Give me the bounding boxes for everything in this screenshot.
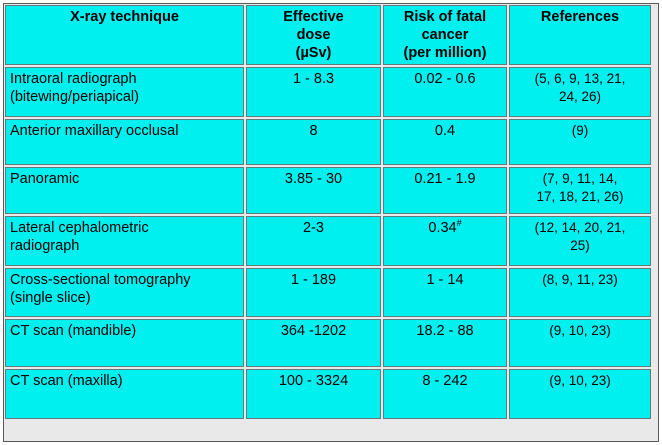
radiation-dose-table bbox=[3, 3, 653, 421]
table-row bbox=[5, 268, 651, 317]
references-cell bbox=[509, 369, 651, 419]
header-risk-line3: (per million) bbox=[403, 45, 487, 61]
dose-value: 3.85 - 30 bbox=[284, 171, 343, 187]
table-row bbox=[5, 67, 651, 117]
risk-footnote-mark: # bbox=[456, 218, 462, 229]
header-effective-dose bbox=[246, 5, 381, 65]
risk-value: 18.2 - 88 bbox=[416, 323, 474, 339]
references-line2: 25) bbox=[570, 238, 590, 253]
header-dose-line1: Effective bbox=[283, 9, 344, 25]
dose-value: 8 bbox=[309, 123, 318, 139]
risk-cell bbox=[383, 369, 507, 419]
header-references-text: References bbox=[540, 9, 620, 25]
risk-cell bbox=[383, 319, 507, 367]
risk-value: 8 - 242 bbox=[422, 373, 468, 389]
header-risk-line2: cancer bbox=[421, 27, 469, 43]
dose-value: 2-3 bbox=[303, 220, 324, 236]
technique-line1: CT scan (maxilla) bbox=[10, 373, 123, 389]
technique-line2: radiograph bbox=[10, 238, 80, 254]
references-line1: (12, 14, 20, 21, bbox=[534, 220, 626, 235]
references-cell bbox=[509, 119, 651, 165]
technique-cell bbox=[5, 268, 244, 317]
technique-line1: Intraoral radiograph bbox=[10, 71, 137, 87]
risk-value: 0.4 bbox=[434, 123, 456, 139]
table-row bbox=[5, 119, 651, 165]
technique-cell bbox=[5, 319, 244, 367]
technique-cell bbox=[5, 119, 244, 165]
dose-cell bbox=[246, 167, 381, 214]
header-technique-text: X-ray technique bbox=[70, 9, 179, 25]
risk-value: 0.34 bbox=[428, 220, 457, 236]
table-row bbox=[5, 216, 651, 266]
technique-cell bbox=[5, 167, 244, 214]
technique-line1: Panoramic bbox=[10, 171, 80, 187]
table-row bbox=[5, 369, 651, 419]
technique-cell bbox=[5, 67, 244, 117]
header-technique bbox=[5, 5, 244, 65]
references-cell bbox=[509, 167, 651, 214]
dose-cell bbox=[246, 319, 381, 367]
table-row bbox=[5, 319, 651, 367]
dose-value: 1 - 8.3 bbox=[292, 71, 335, 87]
dose-cell bbox=[246, 369, 381, 419]
technique-line2: (single slice) bbox=[10, 290, 91, 306]
dose-value: 1 - 189 bbox=[290, 272, 337, 288]
dose-cell bbox=[246, 268, 381, 317]
dose-value: 100 - 3324 bbox=[278, 373, 349, 389]
risk-cell bbox=[383, 167, 507, 214]
references-line1: (5, 6, 9, 13, 21, bbox=[534, 71, 626, 86]
technique-line1: Anterior maxillary occlusal bbox=[10, 123, 179, 139]
references-line2: 17, 18, 21, 26) bbox=[536, 189, 624, 204]
risk-value: 0.02 - 0.6 bbox=[414, 71, 476, 87]
risk-cell bbox=[383, 216, 507, 266]
references-line1: (9, 10, 23) bbox=[549, 323, 611, 338]
risk-cell bbox=[383, 268, 507, 317]
dose-cell bbox=[246, 216, 381, 266]
risk-value: 1 - 14 bbox=[426, 272, 464, 288]
technique-line1: Lateral cephalometric bbox=[10, 220, 149, 236]
header-risk-line1: Risk of fatal bbox=[403, 9, 487, 25]
references-cell bbox=[509, 268, 651, 317]
technique-cell bbox=[5, 369, 244, 419]
references-line1: (8, 9, 11, 23) bbox=[542, 272, 618, 287]
technique-line1: Cross-sectional tomography bbox=[10, 272, 191, 288]
header-dose-line3: (µSv) bbox=[295, 45, 332, 61]
dose-value: 364 -1202 bbox=[280, 323, 347, 339]
risk-value: 0.21 - 1.9 bbox=[414, 171, 476, 187]
dose-cell bbox=[246, 119, 381, 165]
references-line1: (7, 9, 11, 14, bbox=[542, 171, 618, 186]
table-row bbox=[5, 167, 651, 214]
references-cell bbox=[509, 216, 651, 266]
technique-cell bbox=[5, 216, 244, 266]
header-references bbox=[509, 5, 651, 65]
dose-cell bbox=[246, 67, 381, 117]
references-line2: 24, 26) bbox=[558, 89, 602, 104]
header-risk bbox=[383, 5, 507, 65]
risk-cell bbox=[383, 119, 507, 165]
risk-cell bbox=[383, 67, 507, 117]
technique-line2: (bitewing/periapical) bbox=[10, 89, 139, 105]
references-line1: (9) bbox=[571, 123, 589, 138]
header-dose-line2: dose bbox=[296, 27, 331, 43]
header-row bbox=[5, 5, 651, 65]
references-cell bbox=[509, 319, 651, 367]
references-cell bbox=[509, 67, 651, 117]
technique-line1: CT scan (mandible) bbox=[10, 323, 137, 339]
references-line1: (9, 10, 23) bbox=[549, 373, 611, 388]
